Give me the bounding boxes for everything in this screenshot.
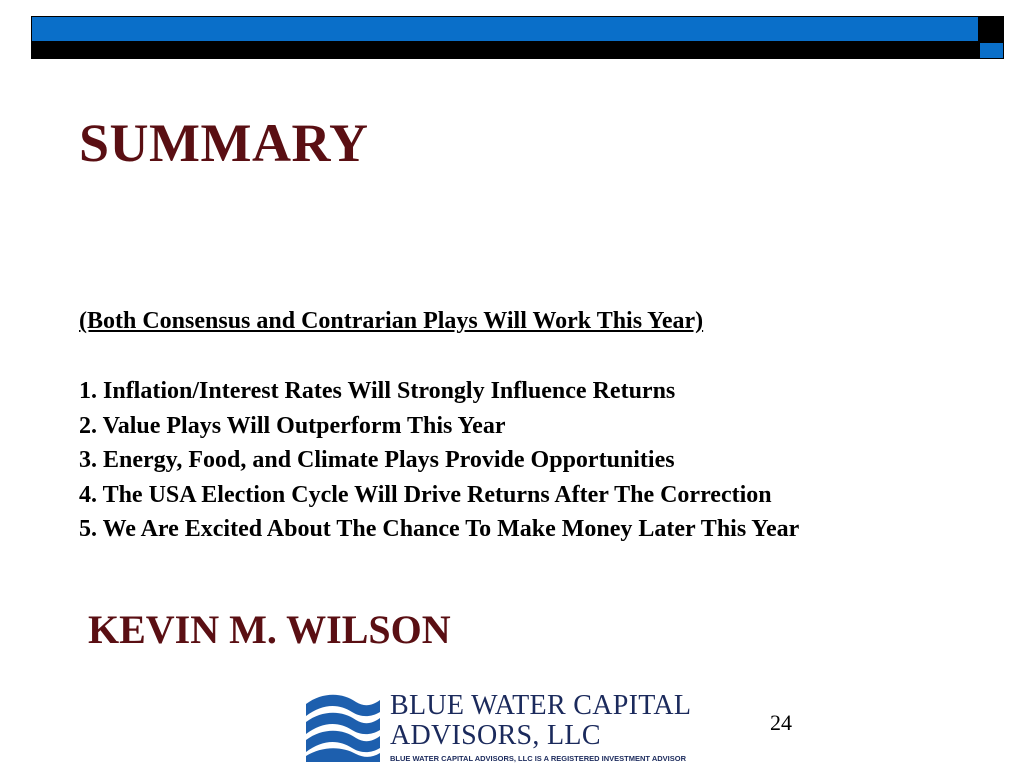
summary-point: 2. Value Plays Will Outperform This Year: [79, 412, 506, 439]
summary-point: 5. We Are Excited About The Chance To Make Money Later This Year: [79, 516, 800, 542]
logo-text-line2: ADVISORS, LLC: [390, 720, 601, 751]
header-bar-black: [31, 42, 979, 59]
summary-points: [79, 374, 799, 547]
header-bar-blue: [31, 16, 979, 42]
company-logo: [304, 688, 702, 766]
blue-water-waves-icon: [304, 690, 382, 764]
logo-text-line1: BLUE WATER CAPITAL: [390, 690, 692, 721]
author-name: KEVIN M. WILSON: [88, 607, 451, 652]
slide-title: SUMMARY: [79, 113, 369, 173]
page-number: 24: [770, 710, 792, 735]
summary-point: 3. Energy, Food, and Climate Plays Provide Opportunities: [79, 447, 675, 473]
logo-tagline: BLUE WATER CAPITAL ADVISORS, LLC IS A REGISTERED INVESTMENT ADVISOR: [390, 754, 686, 763]
header-square-blue: [979, 42, 1004, 59]
slide-subtitle: (Both Consensus and Contrarian Plays Will Work This Year): [79, 308, 704, 334]
summary-point: 1. Inflation/Interest Rates Will Strongly Influence Returns: [79, 378, 676, 404]
summary-point: 4. The USA Election Cycle Will Drive Returns After The Correction: [79, 481, 772, 508]
header-square-black: [979, 16, 1004, 42]
